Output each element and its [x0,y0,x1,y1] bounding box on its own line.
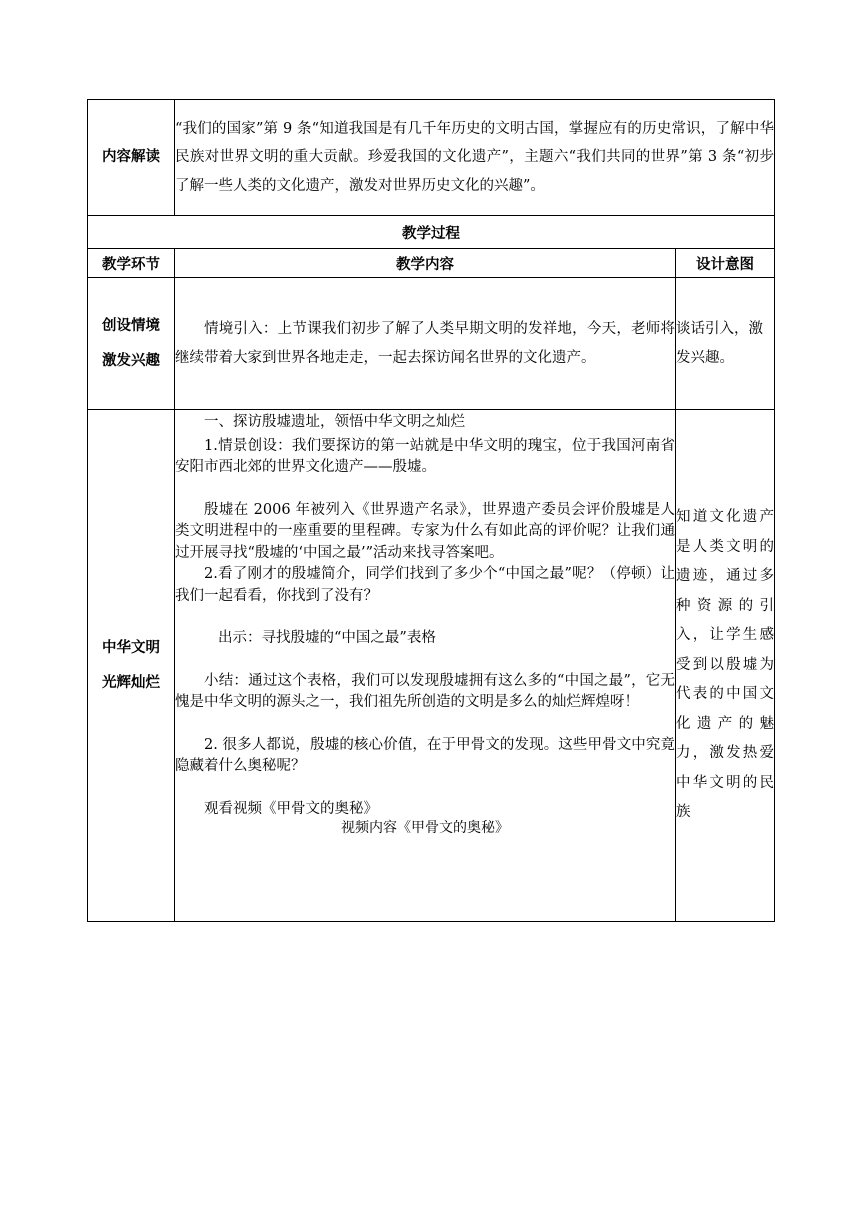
video-caption: 视频内容《甲骨文的奥秘》 [341,820,509,836]
content-paragraph: 2. 很多人都说，殷墟的核心价值，在于甲骨文的发现。这些甲骨文中究竟隐藏着什么奥秘呢？ [175,736,675,774]
content-paragraph: 2.看了刚才的殷墟简介，同学们找到了多少个“中国之最”呢？（停顿）让我们一起看看，你找到了没有？ [175,566,675,604]
column-header-row [88,249,775,278]
intent-text: 知道文化遗产是人类文明的遗迹，通过多种资源的引入，让学生感受到以殷墟为代表的中国文化遗产的魅力，激发热爱中华文明的民族 [676,509,774,821]
content-paragraph: 一、探访殷墟遗址，领悟中华文明之灿烂 [204,414,465,430]
stage-row-civilization [88,410,775,922]
stage-content-scenario [175,278,676,410]
content-paragraph: 观看视频《甲骨文的奥秘》 [204,800,378,817]
content-paragraph: 殷墟在 2006 年被列入《世界遗产名录》，世界遗产委员会评价殷墟是人类文明进程中的一座重要的里程碑。专家为什么有如此高的评价呢？让我们通过开展寻找“殷墟的‘中国之最’”活动来找寻答案吧。 [175,501,675,561]
header-intent: 设计意图 [676,249,775,278]
content-interpretation-text: “我们的国家”第 9 条“知道我国是有几千年历史的文明古国，掌握应有的历史常识，了解中华民族对世界文明的重大贡献。珍爱我国的文化遗产”，主题六“我们共同的世界”第 3 条“初步了解一些人类的文化遗产，激发对世界历史文化的兴趣”。 [175,100,775,216]
lesson-plan-table [87,99,775,922]
content-interpretation-label: 内容解读 [88,100,175,216]
stage-intent-scenario [676,278,775,410]
stage-label-line: 创设情境 [102,317,160,334]
stage-label-scenario [88,278,175,410]
stage-content-civilization [175,410,676,922]
stage-label-line: 激发兴趣 [102,352,160,369]
stage-intent-civilization [676,410,775,922]
content-interpretation-row [88,100,775,216]
stage-row-scenario [88,278,775,410]
header-stage: 教学环节 [88,249,175,278]
process-title-row [88,216,775,249]
header-content: 教学内容 [175,249,676,278]
content-paragraph: 出示：寻找殷墟的“中国之最”表格 [218,630,436,646]
process-title: 教学过程 [88,216,775,249]
stage-label-civilization [88,410,175,922]
content-paragraph: 情境引入：上节课我们初步了解了人类早期文明的发祥地，今天，老师将继续带着大家到世界各地走走，一起去探访闻名世界的文化遗产。 [175,320,675,366]
content-paragraph: 1.情景创设：我们要探访的第一站就是中华文明的瑰宝，位于我国河南省安阳市西北郊的世界文化遗产——殷墟。 [175,437,675,475]
intent-text: 谈话引入，激发兴趣。 [676,320,763,366]
stage-label-line: 光辉灿烂 [102,674,160,691]
stage-label-line: 中华文明 [102,639,160,656]
content-paragraph: 小结：通过这个表格，我们可以发现殷墟拥有这么多的“中国之最”，它无愧是中华文明的源头之一，我们祖先所创造的文明是多么的灿烂辉煌呀！ [175,672,675,710]
